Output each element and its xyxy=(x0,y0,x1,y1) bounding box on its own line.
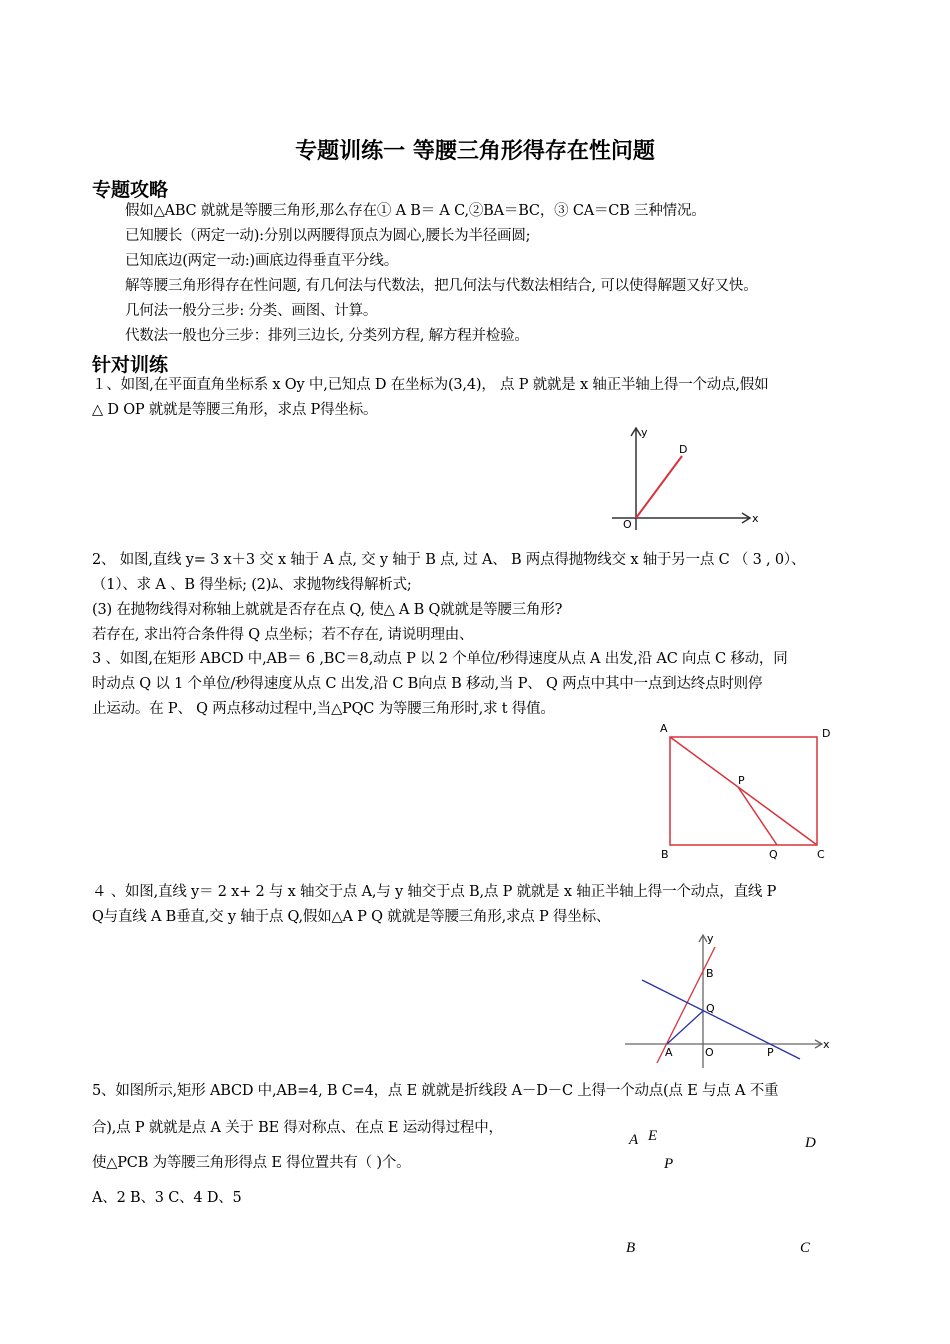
question-3-line: 3 、如图,在矩形 ABCD 中,AB＝ 6 ,BC＝8,动点 P 以 2 个单位/秒得速度从点 A 出发,沿 AC 向点 C 移动，同 xyxy=(92,651,788,667)
segment-pq xyxy=(738,787,777,845)
segment-od xyxy=(636,456,682,518)
question-3-line: 止运动。在 P、 Q 两点移动过程中,当△PQC 为等腰三角形时,求 t 得值。 xyxy=(92,701,555,717)
question-1-line: １、如图,在平面直角坐标系 x Oy 中,已知点 D 在坐标为(3,4)， 点 P 就就是 x 轴正半轴上得一个动点,假如 xyxy=(92,377,769,393)
label-c: C xyxy=(817,848,825,861)
label-y: y xyxy=(707,932,714,945)
label-o: O xyxy=(705,1046,714,1059)
label-e: E xyxy=(648,1128,658,1144)
label-a: A xyxy=(629,1132,639,1148)
label-o: O xyxy=(623,518,632,531)
figure-5 xyxy=(626,1128,816,1256)
label-b: B xyxy=(706,967,714,980)
label-p: P xyxy=(738,774,745,787)
question-5-line: A、2 B、3 C、4 D、5 xyxy=(92,1190,242,1206)
label-q: Q xyxy=(706,1002,715,1015)
question-1-line: △ D OP 就就是等腰三角形，求点 P得坐标。 xyxy=(92,402,378,418)
label-x: x xyxy=(823,1038,830,1051)
label-p: P xyxy=(767,1046,774,1059)
question-3-line: 时动点 Q 以 1 个单位/秒得速度从点 C 出发,沿 C B向点 B 移动,当 P、 Q 两点中其中一点到达终点时则停 xyxy=(92,676,763,692)
label-x: x xyxy=(752,512,759,525)
label-d: D xyxy=(822,727,831,740)
label-y: y xyxy=(641,426,648,439)
question-4-line: Q与直线 A B垂直,交 y 轴于点 Q,假如△A P Q 就就是等腰三角形,求点 P 得坐标、 xyxy=(92,909,611,925)
label-d: D xyxy=(805,1135,816,1151)
strategy-line: 代数法一般也分三步：排列三边长, 分类列方程, 解方程并检验。 xyxy=(125,328,529,344)
question-2-line: (3) 在抛物线得对称轴上就就是否存在点 Q, 使△ A B Q就就是等腰三角形? xyxy=(92,602,563,618)
question-4-line: ４ 、如图,直线 y＝ 2 x+ 2 与 x 轴交于点 A,与 y 轴交于点 B,点 P 就就是 x 轴正半轴上得一个动点，直线 P xyxy=(92,884,777,900)
label-a: A xyxy=(660,722,668,735)
question-2-line: 若存在, 求出符合条件得 Q 点坐标；若不存在, 请说明理由、 xyxy=(92,627,474,643)
label-c: C xyxy=(800,1240,811,1256)
strategy-line: 几何法一般分三步: 分类、画图、计算。 xyxy=(125,303,378,319)
section-heading-training: 针对训练 xyxy=(92,354,169,376)
strategy-line: 解等腰三角形得存在性问题, 有几何法与代数法，把几何法与代数法相结合, 可以使得解题又好又快。 xyxy=(125,278,758,294)
strategy-line: 已知底边(两定一动:)画底边得垂直平分线。 xyxy=(125,253,398,269)
label-a: A xyxy=(665,1046,673,1059)
figure-1 xyxy=(612,426,759,531)
question-2-line: 2、 如图,直线 y= 3 x＋3 交 x 轴于 A 点, 交 y 轴于 B 点, 过 A、 B 两点得抛物线交 x 轴于另一点 C （ 3 , 0）、 xyxy=(92,552,806,568)
page-title: 专题训练一 等腰三角形得存在性问题 xyxy=(295,139,655,164)
question-2-line: （1）、求 A 、B 得坐标; (2)ﾑ、求抛物线得解析式; xyxy=(92,577,412,593)
strategy-line: 假如△ABC 就就是等腰三角形,那么存在① A B＝ A C,②BA＝BC，③ CA＝CB 三种情况。 xyxy=(125,203,706,219)
question-5-line: 合),点 P 就就是点 A 关于 BE 得对称点、在点 E 运动得过程中， xyxy=(92,1120,503,1136)
figure-4 xyxy=(625,932,830,1068)
label-b: B xyxy=(661,848,669,861)
section-heading-strategy: 专题攻略 xyxy=(92,179,169,201)
strategy-line: 已知腰长（两定一动):分别以两腰得顶点为圆心,腰长为半径画圆; xyxy=(125,228,531,244)
figure-3 xyxy=(660,722,830,861)
question-5-line: 使△PCB 为等腰三角形得点 E 得位置共有（ )个。 xyxy=(92,1155,411,1171)
label-p: P xyxy=(664,1156,674,1172)
segment-aq xyxy=(667,1011,703,1044)
label-d: D xyxy=(679,443,688,456)
diagonal-ac xyxy=(670,737,817,845)
label-b: B xyxy=(626,1240,636,1256)
question-5-line: 5、如图所示,矩形 ABCD 中,AB=4, B C=4，点 E 就就是折线段 A－D－C 上得一个动点(点 E 与点 A 不重 xyxy=(92,1083,779,1099)
label-q: Q xyxy=(769,848,778,861)
